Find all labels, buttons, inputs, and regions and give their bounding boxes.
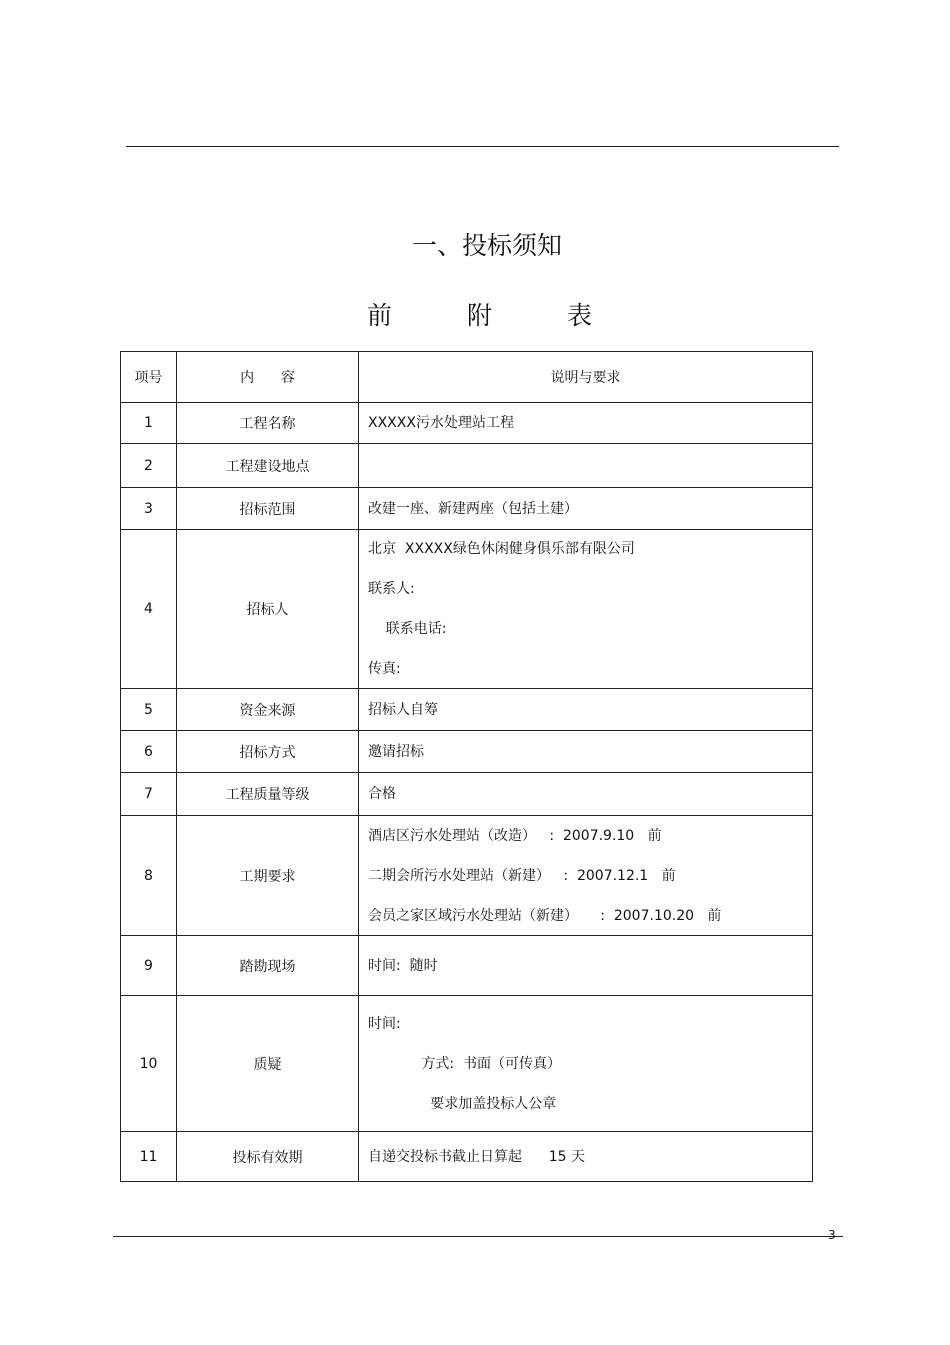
description-line: 二期会所污水处理站（新建） : 2007.12.1 前: [368, 867, 676, 884]
table-row: [121, 530, 813, 689]
table-row: [121, 936, 813, 996]
table-row: [121, 488, 813, 530]
row-number: 4: [121, 530, 177, 689]
description-line: XXXXX污水处理站工程: [368, 415, 514, 431]
table-row: [121, 689, 813, 731]
row-item: 资金来源: [177, 689, 359, 731]
row-description: [359, 530, 813, 689]
row-item: 工程质量等级: [177, 773, 359, 816]
description-line: 北京 XXXXX绿色休闲健身俱乐部有限公司: [368, 541, 635, 557]
row-description: [359, 936, 813, 996]
description-line: 自递交投标书截止日算起 15 天: [368, 1148, 585, 1165]
table-row: [121, 403, 813, 444]
footer-rule: [113, 1236, 843, 1237]
description-line: 要求加盖投标人公章: [368, 1095, 557, 1112]
caption-char-1: 前: [367, 301, 393, 330]
table-row: [121, 1132, 813, 1182]
row-description: [359, 689, 813, 731]
description-line: 改建一座、新建两座（包括土建）: [368, 500, 578, 517]
row-description: [359, 773, 813, 816]
row-number: 2: [121, 444, 177, 488]
row-item: 工程名称: [177, 403, 359, 444]
description-line: 方式: 书面（可传真）: [368, 1055, 562, 1072]
row-number: 10: [121, 996, 177, 1132]
row-item: 工期要求: [177, 816, 359, 936]
row-item: 招标人: [177, 530, 359, 689]
description-line: 传真:: [368, 661, 401, 677]
row-item: 质疑: [177, 996, 359, 1132]
header-desc: 说明与要求: [359, 352, 813, 403]
row-description: [359, 488, 813, 530]
header-rule: [126, 146, 839, 147]
row-item: 投标有效期: [177, 1132, 359, 1182]
document-title: 一、投标须知: [411, 231, 562, 260]
table-row: [121, 731, 813, 773]
row-description: [359, 996, 813, 1132]
table-row: [121, 773, 813, 816]
row-number: 9: [121, 936, 177, 996]
description-line: 邀请招标: [368, 743, 424, 760]
table-row: [121, 816, 813, 936]
row-number: 11: [121, 1132, 177, 1182]
row-item: 招标范围: [177, 488, 359, 530]
row-number: 8: [121, 816, 177, 936]
table-header-row: [121, 352, 813, 403]
description-line: 招标人自筹: [368, 701, 438, 718]
description-line: 联系电话:: [368, 621, 447, 637]
description-line: 酒店区污水处理站（改造） : 2007.9.10 前: [368, 827, 662, 844]
table-body: [121, 352, 813, 1182]
description-line: 时间: 随时: [368, 957, 438, 974]
page-number: 3: [828, 1228, 836, 1242]
row-description: [359, 1132, 813, 1182]
table-row: [121, 444, 813, 488]
row-description: [359, 403, 813, 444]
row-number: 7: [121, 773, 177, 816]
row-description: [359, 444, 813, 488]
row-item: 招标方式: [177, 731, 359, 773]
description-line: 联系人:: [368, 581, 415, 597]
table-row: [121, 996, 813, 1132]
row-number: 1: [121, 403, 177, 444]
row-description: [359, 731, 813, 773]
caption-char-3: 表: [567, 301, 593, 330]
row-number: 6: [121, 731, 177, 773]
row-number: 5: [121, 689, 177, 731]
header-item: 内 容: [177, 352, 359, 403]
row-item: 踏勘现场: [177, 936, 359, 996]
appendix-table: [120, 351, 813, 1182]
description-line: 合格: [368, 786, 396, 802]
caption-char-2: 附: [467, 301, 493, 330]
description-line: 时间:: [368, 1015, 401, 1032]
row-number: 3: [121, 488, 177, 530]
description-line: 会员之家区域污水处理站（新建） : 2007.10.20 前: [368, 907, 722, 924]
row-item: 工程建设地点: [177, 444, 359, 488]
header-no: 项号: [121, 352, 177, 403]
row-description: [359, 816, 813, 936]
